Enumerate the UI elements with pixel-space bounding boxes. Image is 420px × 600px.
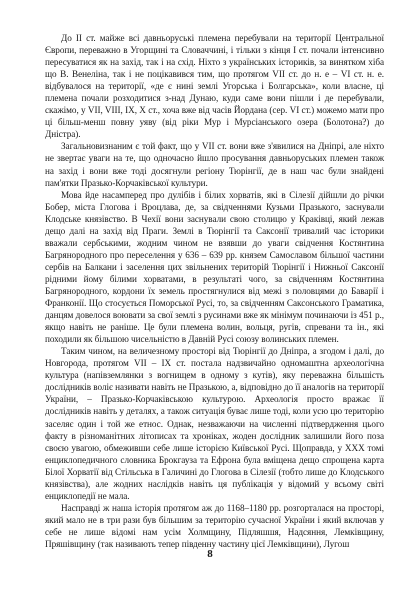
paragraph-5: Насправді ж наша історія протягом аж до 1168–1180 рр. розгорталася на просторі, який мало не в три рази був більшим за територію сучасної України і який включав у себе не лише відомі нам усім Холмщину, Підляшшя, Надсяння, Лемківщину, Пряшівщину (так називають тепер південну частину цієї Лемківщини), Лугош (45, 502, 384, 549)
paragraph-1: До ІІ ст. майже всі давньоруські племена перебували на території Центральної Європи, переважно в Угорщині та Словаччині, і тільки з кінця І ст. почали інтенсивно пересуватися як на захід, так і на схід. Ніхто з українських істориків, за винятком хіба що В. Венеліна, так і не поцікавився тим, що протягом VII ст. до н. е – VI ст. н. е. відбувалося на території, «де є нині землі Угорська і Болгарська», коли власне, ці племена почали розходитися з-над Дунаю, куди саме вони пішли і де перебували, скажімо, у VII, VIII, IX, X ст., хоча вже від часів Йордана (сер. VI ст.) можемо мати про ці більш-менш повну уяву (від ріки Мур і Мурсіанського озера (Болотона?) до Дністра). (45, 33, 384, 140)
paragraph-2: Загальновизнаним є той факт, що у VII ст. вони вже з'явилися на Дніпрі, але ніхто не звертає уваги на те, що одночасно йшло просування давньоруських племен також на захід і вони вже тоді досягнули регіону Тюрінгії, де в наш час були знайдені пам'ятки Празько-Корчаківської культури. (45, 141, 384, 188)
paragraph-3: Мова йде насамперед про дулібів і білих хорватів, які в Сілезії дійшли до річки Бобер, міста Глогова і Вроцлава, де, за свідченнями Кузьми Празького, заснували Клодське князівство. В Чехії вони заснували свою столицю у Краківці, який лежав дещо далі на захід від Праги. Землі в Тюрінгії та Саксонії тривалий час історики вважали сербськими, жодним чином не взявши до уваги свідчення Костянтина Багрянородного про переселення у 636 – 639 рр. князем Самославом більшої частини сербів на Балкани і заселення цих звільнених територій Тюрінгії і Нижньої Саксонії рідними йому білими хорватами, в результаті чого, за свідченням Костянтина Багрянородного, кордони їх земель простягнулися від межі з половцями до Баварії і Франконії. Що стосується Поморської Русі, то, за свідченням Саксонського Граматика, данцям довелося воювати за свої землі з русинами вже як мінімум починаючи із 451 р., якщо навіть не раніше. Це були племена волин, вольця, ругів, спревани та ін., які походили як більшою чисельністю в Давній Русі союзу волинських племен. (45, 189, 384, 345)
paragraph-4: Таким чином, на величезному просторі від Тюрінгії до Дніпра, а згодом і далі, до Новгорода, протягом VII – IX ст. постала надзвичайно одномаштна археологічна культура (напівземлянки з вогнищем в одному з кутів), яку переважна більшість дослідників воліє називати навіть не Празькою, а, відповідно до її аналогів на території України, – Празько-Корчаківською культурою. Археологія просто вражає її дослідників навіть у деталях, а також ситуація буває лише тоді, коли усю цю територію заселяє один і той же етнос. Однак, незважаючи на численні підтвердження цього факту в різноманітних літописах та хроніках, жоден дослідник залишили його поза своєю увагою, обмеживши себе лише історією Київської Русі. Щоправда, у ХХХ томі енциклопедичного словника Брокгауза та Ефрона була вміщена дещо спрощена карта Білої Хорватії від Стільська в Галичині до Глогова в Сілезії (тобто лише до Клодського князівства), але жодних наслідків навіть ця публікація у відомий у всьому світі енциклопедії не мала. (45, 346, 384, 501)
page-number: 8 (207, 548, 213, 560)
body-text (45, 32, 384, 550)
